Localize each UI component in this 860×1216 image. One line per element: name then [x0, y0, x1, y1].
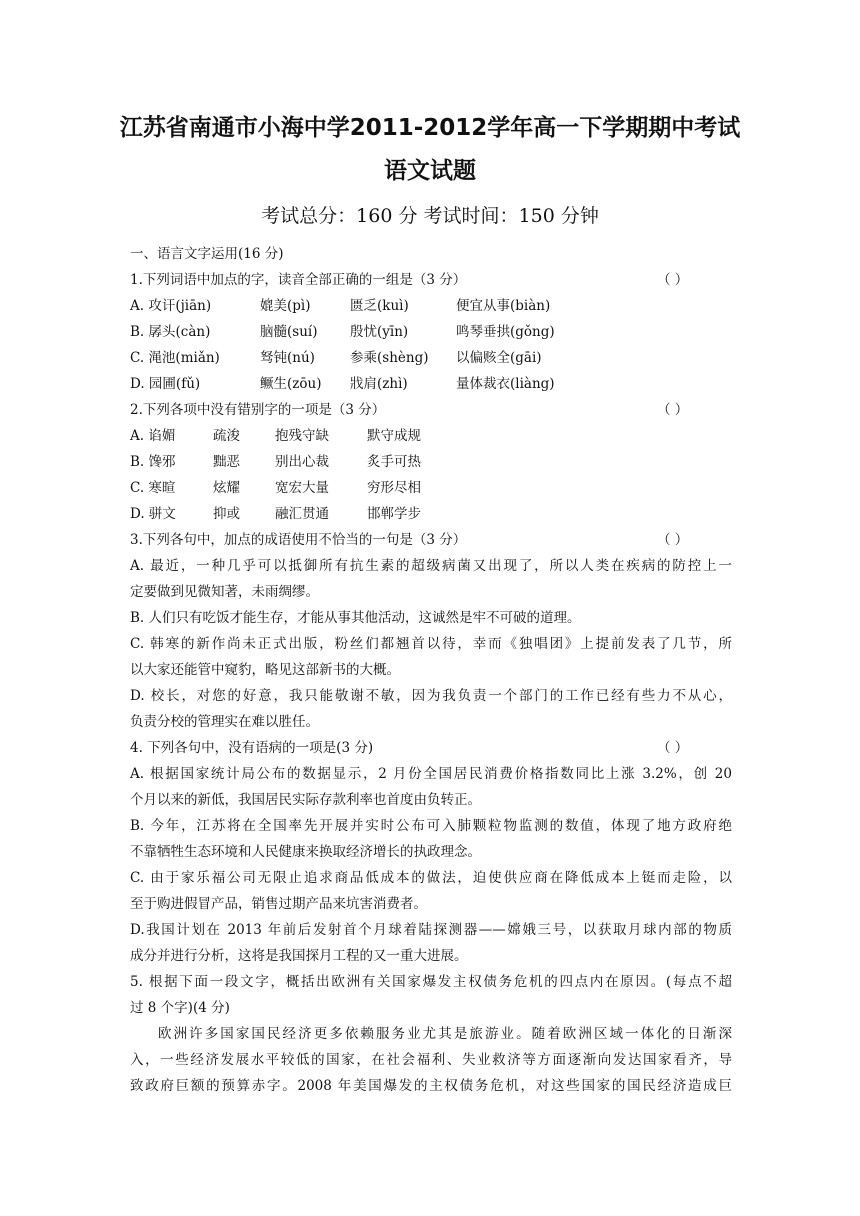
q2-option-b-word4: 炙手可热: [367, 454, 421, 470]
q1-option-d-word1: D. 园圃(fǔ): [130, 376, 201, 392]
q2-option-d-word4: 邯郸学步: [367, 506, 421, 522]
q2-option-d-word3: 融汇贯通: [275, 506, 329, 522]
q3-option-c-line1: C. 韩寒的新作尚未正式出版，粉丝们都翘首以待，幸而《独唱团》上提前发表了几节，所: [130, 636, 732, 652]
q1-option-a-word4: 便宜从事(biàn): [456, 298, 551, 314]
q4-option-c-line2: 至于购进假冒产品，销售过期产品来坑害消费者。: [130, 896, 427, 912]
q1-option-a-word3: 匮乏(kuì): [350, 298, 409, 314]
q2-option-c-word4: 穷形尽相: [367, 480, 421, 496]
q2-option-c-word1: C. 寒暄: [130, 480, 176, 496]
q1-option-a-word2: 媲美(pì): [260, 298, 311, 314]
question-5-stem-line2: 过 8 个字)(4 分): [130, 1000, 230, 1016]
question-2-answer-blank: （ ）: [657, 402, 689, 418]
q4-option-d-line1: D.我国计划在 2013 年前后发射首个月球着陆探测器——嫦娥三号，以获取月球内部的物质: [130, 922, 732, 938]
q1-option-c-word1: C. 渑池(miǎn): [130, 350, 220, 366]
q1-option-d-word3: 戕肩(zhì): [350, 376, 408, 392]
q2-option-c-word2: 炫耀: [213, 480, 240, 496]
q1-option-a-word1: A. 攻讦(jiān): [130, 298, 212, 314]
q3-option-d-line2: 负责分校的管理实在难以胜任。: [130, 714, 319, 730]
q4-option-a-line1: A. 根据国家统计局公布的数据显示，2 月份全国居民消费价格指数同比上涨 3.2%，创 20: [130, 766, 732, 782]
q1-option-d-word2: 鳜生(zōu): [260, 376, 322, 392]
q2-option-a-word1: A. 谄媚: [130, 428, 176, 444]
q3-option-b: B. 人们只有吃饭才能生存，才能从事其他活动，这诚然是牢不可破的道理。: [130, 610, 581, 626]
q1-option-b-word3: 殷忧(yīn): [350, 324, 409, 340]
question-2-stem: 2.下列各项中没有错别字的一项是（3 分）: [130, 402, 386, 418]
q2-option-b-word1: B. 馋邪: [130, 454, 176, 470]
q5-passage-line3: 致政府巨额的预算赤字。2008 年美国爆发的主权债务危机，对这些国家的国民经济造成巨: [130, 1078, 732, 1094]
question-3-answer-blank: （ ）: [657, 532, 689, 548]
section-heading: 一、语言文字运用(16 分): [130, 246, 284, 262]
q2-option-d-word2: 抑或: [213, 506, 240, 522]
q4-option-a-line2: 个月以来的新低，我国居民实际存款利率也首度由负转正。: [130, 792, 481, 808]
q3-option-a-line2: 定要做到见微知著，未雨绸缪。: [130, 584, 319, 600]
q4-option-b-line2: 不靠牺牲生态环境和人民健康来换取经济增长的执政理念。: [130, 844, 481, 860]
exam-title: 江苏省南通市小海中学2011-2012学年高一下学期期中考试: [119, 115, 741, 141]
question-1-answer-blank: （ ）: [657, 272, 689, 288]
question-4-stem: 4. 下列各句中，没有语病的一项是(3 分): [130, 740, 374, 756]
q2-option-b-word2: 黜恶: [213, 454, 240, 470]
q1-option-c-word4: 以偏赅全(gāi): [456, 350, 542, 366]
q4-option-d-line2: 成分并进行分析，这将是我国探月工程的又一重大进展。: [130, 948, 468, 964]
q2-option-b-word3: 别出心裁: [275, 454, 329, 470]
question-4-answer-blank: （ ）: [657, 740, 689, 756]
q4-option-b-line1: B. 今年，江苏将在全国率先开展并实时公布可入肺颗粒物监测的数值，体现了地方政府绝: [130, 818, 732, 834]
q2-option-d-word1: D. 骈文: [130, 506, 176, 522]
question-5-stem-line1: 5. 根据下面一段文字，概括出欧洲有关国家爆发主权债务危机的四点内在原因。(每点不超: [130, 974, 732, 990]
q2-option-c-word3: 宽宏大量: [275, 480, 329, 496]
q1-option-d-word4: 量体裁衣(liàng): [456, 376, 555, 392]
question-1-stem: 1.下列词语中加点的字，读音全部正确的一组是（3 分）: [130, 272, 467, 288]
q2-option-a-word4: 默守成规: [367, 428, 421, 444]
q3-option-a-line1: A. 最近，一种几乎可以抵御所有抗生素的超级病菌又出现了，所以人类在疾病的防控上一: [130, 558, 732, 574]
exam-subject-title: 语文试题: [384, 158, 476, 184]
q1-option-b-word4: 鸣琴垂拱(gǒng): [456, 324, 555, 340]
q2-option-a-word3: 抱残守缺: [275, 428, 329, 444]
q4-option-c-line1: C. 由于家乐福公司无限止追求商品低成本的做法，迫使供应商在降低成本上铤而走险，以: [130, 870, 732, 886]
q1-option-b-word1: B. 孱头(càn): [130, 324, 211, 340]
q1-option-c-word2: 驽钝(nú): [260, 350, 315, 366]
exam-info: 考试总分：160 分 考试时间：150 分钟: [261, 205, 599, 227]
q3-option-c-line2: 以大家还能管中窥豹，略见这部新书的大概。: [130, 662, 400, 678]
question-3-stem: 3.下列各句中，加点的成语使用不恰当的一句是（3 分）: [130, 532, 467, 548]
q5-passage-line2: 入，一些经济发展水平较低的国家，在社会福利、失业救济等方面逐渐向发达国家看齐，导: [130, 1052, 732, 1068]
q2-option-a-word2: 疏浚: [213, 428, 240, 444]
q5-passage-line1: 欧洲许多国家国民经济更多依赖服务业尤其是旅游业。随着欧洲区域一体化的日渐深: [158, 1026, 732, 1042]
q3-option-d-line1: D. 校长，对您的好意，我只能敬谢不敏，因为我负责一个部门的工作已经有些力不从心，: [130, 688, 732, 704]
q1-option-c-word3: 参乘(shèng): [350, 350, 429, 366]
q1-option-b-word2: 脑髓(suí): [260, 324, 318, 340]
